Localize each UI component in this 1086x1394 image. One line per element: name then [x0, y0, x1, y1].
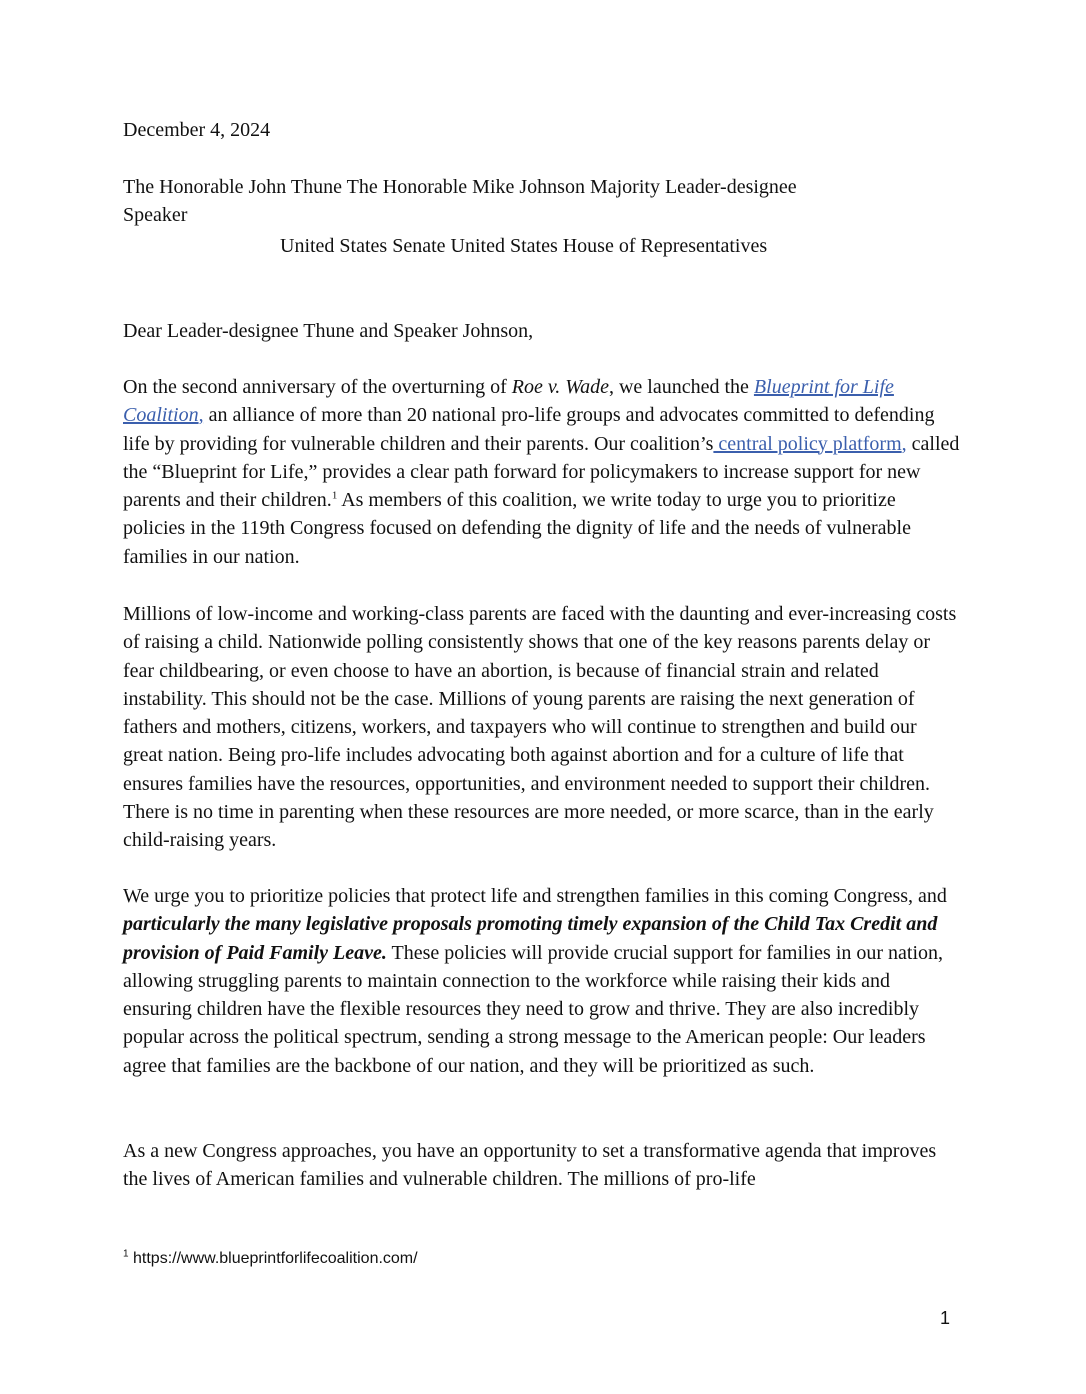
p1-text-d: called the “Blueprint for Life,” provides a clear path forward for policymakers to increase support for new parents and their children.	[123, 432, 960, 512]
p3-text-a: We urge you to prioritize policies that protect life and strengthen families in this coming Congress, and	[123, 885, 947, 907]
address-line-3: United States Senate United States House of Representatives	[280, 235, 768, 257]
address-line-1: The Honorable John Thune The Honorable Mike Johnson Majority Leader-designee	[123, 176, 797, 198]
policy-platform-link-text: central policy platform	[713, 432, 902, 455]
p1-text-a: On the second anniversary of the overturning of	[123, 376, 512, 398]
recipient-address	[123, 173, 961, 230]
salutation: Dear Leader-designee Thune and Speaker Johnson,	[123, 320, 534, 342]
policy-platform-link[interactable]	[713, 433, 906, 455]
p1-text-e: As members of this coalition, we write today to urge you to prioritize policies in the 119th Congress focused on defending the dignity of life and the needs of vulnerable families in our nation.	[123, 489, 911, 568]
footnote-url[interactable]: https://www.blueprintforlifecoalition.com/	[128, 1250, 418, 1267]
page-number: 1	[940, 1308, 951, 1328]
footnote-reference: 1	[331, 489, 338, 502]
footnote	[123, 1248, 418, 1270]
blueprint-coalition-link-text: Blueprint for Life Coalition	[123, 376, 894, 427]
link-tail: ,	[198, 404, 204, 427]
link-tail: ,	[901, 432, 907, 455]
paragraph-2: Millions of low-income and working-class parents are faced with the daunting and ever-increasing costs of raising a child. Nationwide polling consistently shows that one of the key reasons parents delay or fear childbearing, or even choose to have an abortion, is because of financial strain and related instability. This should not be the case. Millions of young parents are raising the next generation of fathers and mothers, citizens, workers, and taxpayers who will continue to strengthen and build our great nation. Being pro-life includes advocating both against abortion and for a culture of life that ensures families have the resources, opportunities, and environment needed to support their children. There is no time in parenting when these resources are more needed, or more scarce, than in the early child-raising years.	[123, 603, 957, 852]
paragraph-4: As a new Congress approaches, you have an opportunity to set a transformative agenda that improves the lives of American families and vulnerable children. The millions of pro-life	[123, 1140, 937, 1191]
footnote-number: 1	[123, 1248, 129, 1260]
p1-text-c: an alliance of more than 20 national pro-life groups and advocates committed to defending life by providing for vulnerable children and their parents. Our coalition’s	[123, 404, 935, 455]
p1-text-b: , we launched the	[608, 376, 754, 398]
p3-text-b: These policies will provide crucial support for families in our nation, allowing struggling parents to maintain connection to the workforce while raising their kids and ensuring children have the flexible resources they need to grow and thrive. They are also incredibly popular across the political spectrum, sending a strong message to the American people: Our leaders agree that families are the backbone of our nation, and they will be prioritized as such.	[123, 941, 944, 1077]
paragraph-1	[123, 373, 961, 571]
address-line-2: Speaker	[123, 204, 188, 227]
roe-v-wade-italic: Roe v. Wade	[511, 376, 609, 398]
paragraph-3	[123, 882, 961, 1080]
p3-emphasis: particularly the many legislative proposals promoting timely expansion of the Child Tax Credit and provision of Paid Family Leave.	[123, 913, 938, 964]
letter-date: December 4, 2024	[123, 119, 271, 141]
